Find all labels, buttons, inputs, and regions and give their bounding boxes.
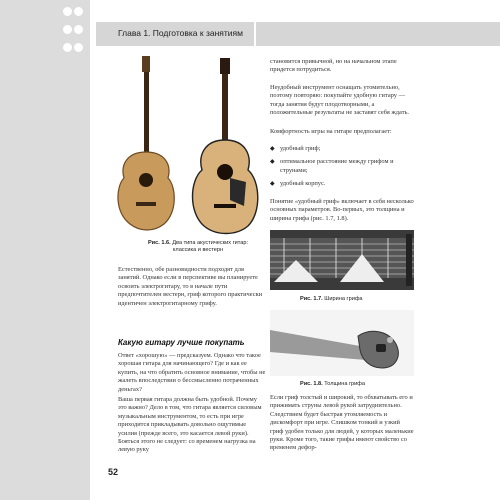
comfort-list: [270, 145, 414, 194]
figure-caption-1-6: Рис. 1.6. Два типа акустических гитар: классика и вестерн: [147, 240, 249, 254]
right-paragraph-5: Если гриф толстый и широкий, то обхватывать его и прижимать струны левой рукой затруднительно. Следствием будет быстрая утомляемость и дискомфорт при игре. Слишком тонкий и узкий гриф удобен только для людей, у которых маленькие руки. Кроме того, такие грифы имеют свойство со временем дефор-: [270, 394, 414, 452]
chapter-title: Глава 1. Подготовка к занятиям: [118, 28, 243, 38]
right-paragraph-4: Понятие «удобный гриф» включает в себя несколько основных параметров. Во-первых, это толщина и ширина грифа (рис. 1.7, 1.8).: [270, 198, 414, 222]
left-paragraph-3: Ваша первая гитара должна быть удобной. Почему это важно? Дело в том, что гитара является силовым музыкальным инструментом, то есть при игре приходится прикладывать довольно ощутимые усилия (прежде всего, это касается левой руки). Бояться этого не следует: со временем нагрузка на левую руку: [118, 396, 262, 454]
right-paragraph-1: становится привычной, но на начальном этапе придется потрудиться.: [270, 58, 397, 74]
figure-caption-1-8: Рис. 1.8. Толщина грифа: [300, 381, 365, 387]
chapter-header: [96, 22, 500, 46]
list-item: ◆ оптимальное расстояние между грифом и струнами;: [270, 158, 414, 175]
right-paragraph-3: Комфортность игры на гитаре предполагает:: [270, 128, 392, 135]
left-paragraph-1: Естественно, обе разновидности подходят для занятий. Однако если в перспективе вы планируете освоить электрогитару, то в начале пути предпочтителен вестерн, гриф которого практически идентичен электрогитарному грифу.: [118, 266, 263, 307]
page-number: 52: [108, 467, 119, 477]
fretboard-width-photo: [270, 230, 414, 290]
right-paragraph-2: Неудобный инструмент оснащать утомительно, поэтому повторяю: покупайте удобную гитару — тогда занятия будут плодотворными, а положительные результаты не заставят себя ждать.: [270, 84, 410, 117]
list-item: ◆ удобный корпус.: [270, 180, 414, 188]
classical-guitar: [118, 56, 174, 230]
neck-thickness-photo: [270, 310, 414, 376]
decorative-dots: [62, 4, 86, 58]
list-item: ◆ удобный гриф;: [270, 145, 414, 153]
page-sidebar: [0, 0, 119, 500]
section-heading: Какую гитару лучше покупать: [118, 338, 245, 347]
left-paragraph-2: Ответ «хорошую» — предсказуем. Однако что такое хорошая гитара для начинающего? Где и как ее купить, на что обратить основное внимание, чтобы не жалеть впоследствии о бессмысленно потраченных деньгах?: [118, 352, 266, 393]
figure-caption-1-7: Рис. 1.7. Ширина грифа: [300, 296, 363, 302]
guitars-photo: [108, 52, 260, 237]
header-separator: [254, 22, 256, 46]
western-guitar: [193, 58, 258, 234]
